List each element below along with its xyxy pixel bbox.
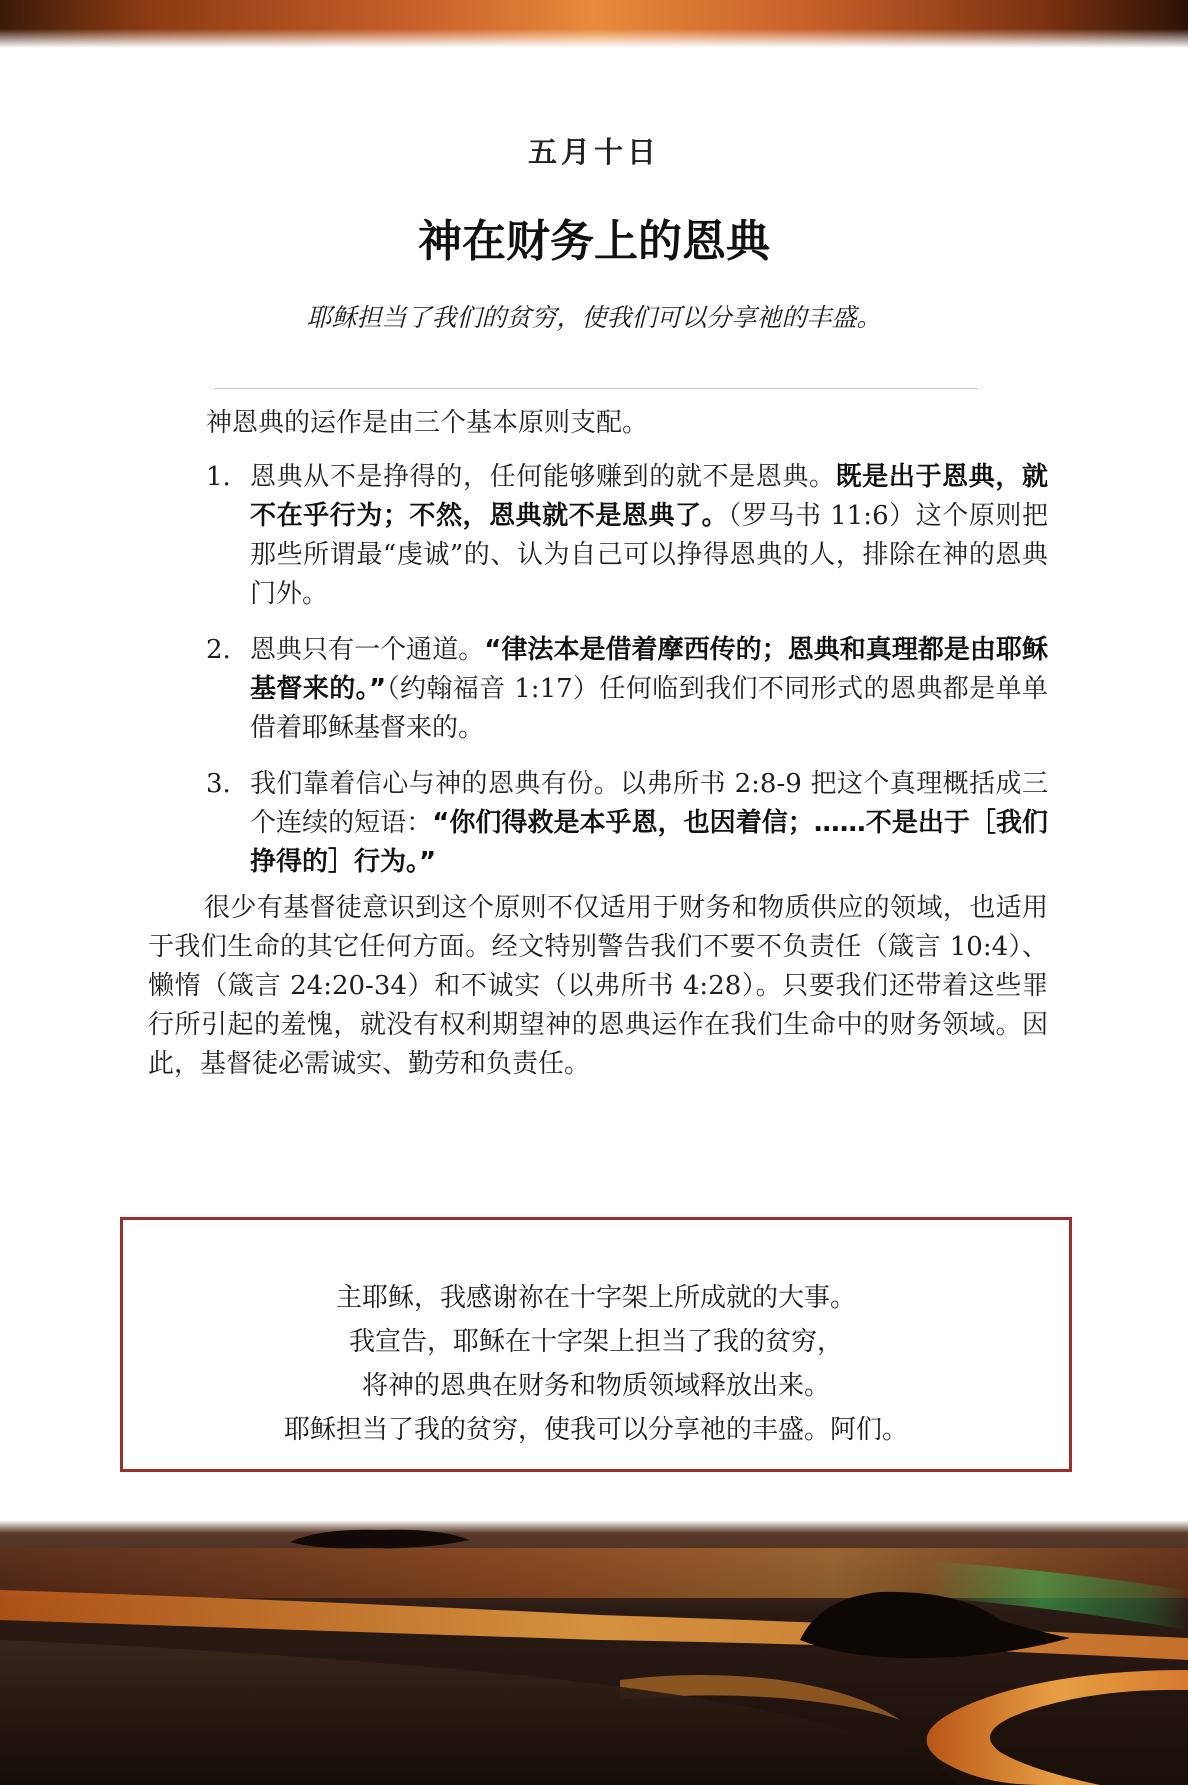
scripture-quote: “律法本是借着摩西传的；恩典和真理都是由耶稣基督来的。” [250, 635, 1048, 704]
list-item [206, 458, 1048, 614]
page-title: 神在财务上的恩典 [418, 216, 770, 267]
list-item-number: 3. [206, 769, 231, 799]
list-item-number: 2. [206, 635, 231, 665]
scripture-quote: 既是出于恩典，就不在乎行为；不然，恩典就不是恩典了。 [250, 462, 1048, 531]
body-paragraph: 很少有基督徒意识到这个原则不仅适用于财务和物质供应的领域，也适用于我们生命的其它任何方面。经文特别警告我们不要不负责任（箴言 10:4）、懒惰（箴言 24:20-34）和不诚实（以弗所书 4:28）。只要我们还带着这些罪行所引起的羞愧，就没有权利期望神的恩典运作在我们生命中的财务领域。因此，基督徒必需诚实、勤劳和负责任。 [148, 893, 1048, 1079]
list-item-text: 恩典从不是挣得的，任何能够赚到的就不是恩典。 [250, 462, 836, 492]
sunset-landscape-image [0, 1520, 1188, 1785]
intro-text: 神恩典的运作是由三个基本原则支配。 [206, 408, 649, 438]
list-item [206, 631, 1048, 748]
page-date: 五月十日 [527, 135, 660, 169]
prayer-line: 耶稣担当了我的贫穷，使我可以分享祂的丰盛。阿们。 [283, 1415, 908, 1445]
prayer-line: 主耶稣，我感谢祢在十字架上所成就的大事。 [335, 1283, 856, 1313]
top-sunset-band [0, 0, 1188, 48]
scripture-quote: “你们得救是本乎恩，也因着信；……不是出于［我们挣得的］行为。” [250, 808, 1048, 877]
list-item-number: 1. [206, 462, 231, 492]
prayer-box [120, 1217, 1072, 1472]
list-item-text: 我们靠着信心与神的恩典有份。以弗所书 2:8-9 把这个真理概括成三个连续的短语： [250, 769, 1048, 838]
page-subtitle: 耶稣担当了我们的贫穷，使我们可以分享祂的丰盛。 [306, 303, 882, 332]
list-item-text: （罗马书 11:6）这个原则把那些所谓最“虔诚”的、认为自己可以挣得恩典的人，排除在神的恩典门外。 [250, 501, 1048, 609]
header-divider [214, 388, 978, 389]
list-item [206, 765, 1048, 882]
prayer-line: 将神的恩典在财务和物质领域释放出来。 [361, 1371, 830, 1401]
prayer-line: 我宣告，耶稣在十字架上担当了我的贫穷， [348, 1327, 843, 1357]
principles-list [206, 458, 1048, 899]
list-item-text: 恩典只有一个通道。 [250, 635, 485, 665]
list-item-text: （约翰福音 1:17）任何临到我们不同形式的恩典都是单单借着耶稣基督来的。 [250, 674, 1049, 743]
